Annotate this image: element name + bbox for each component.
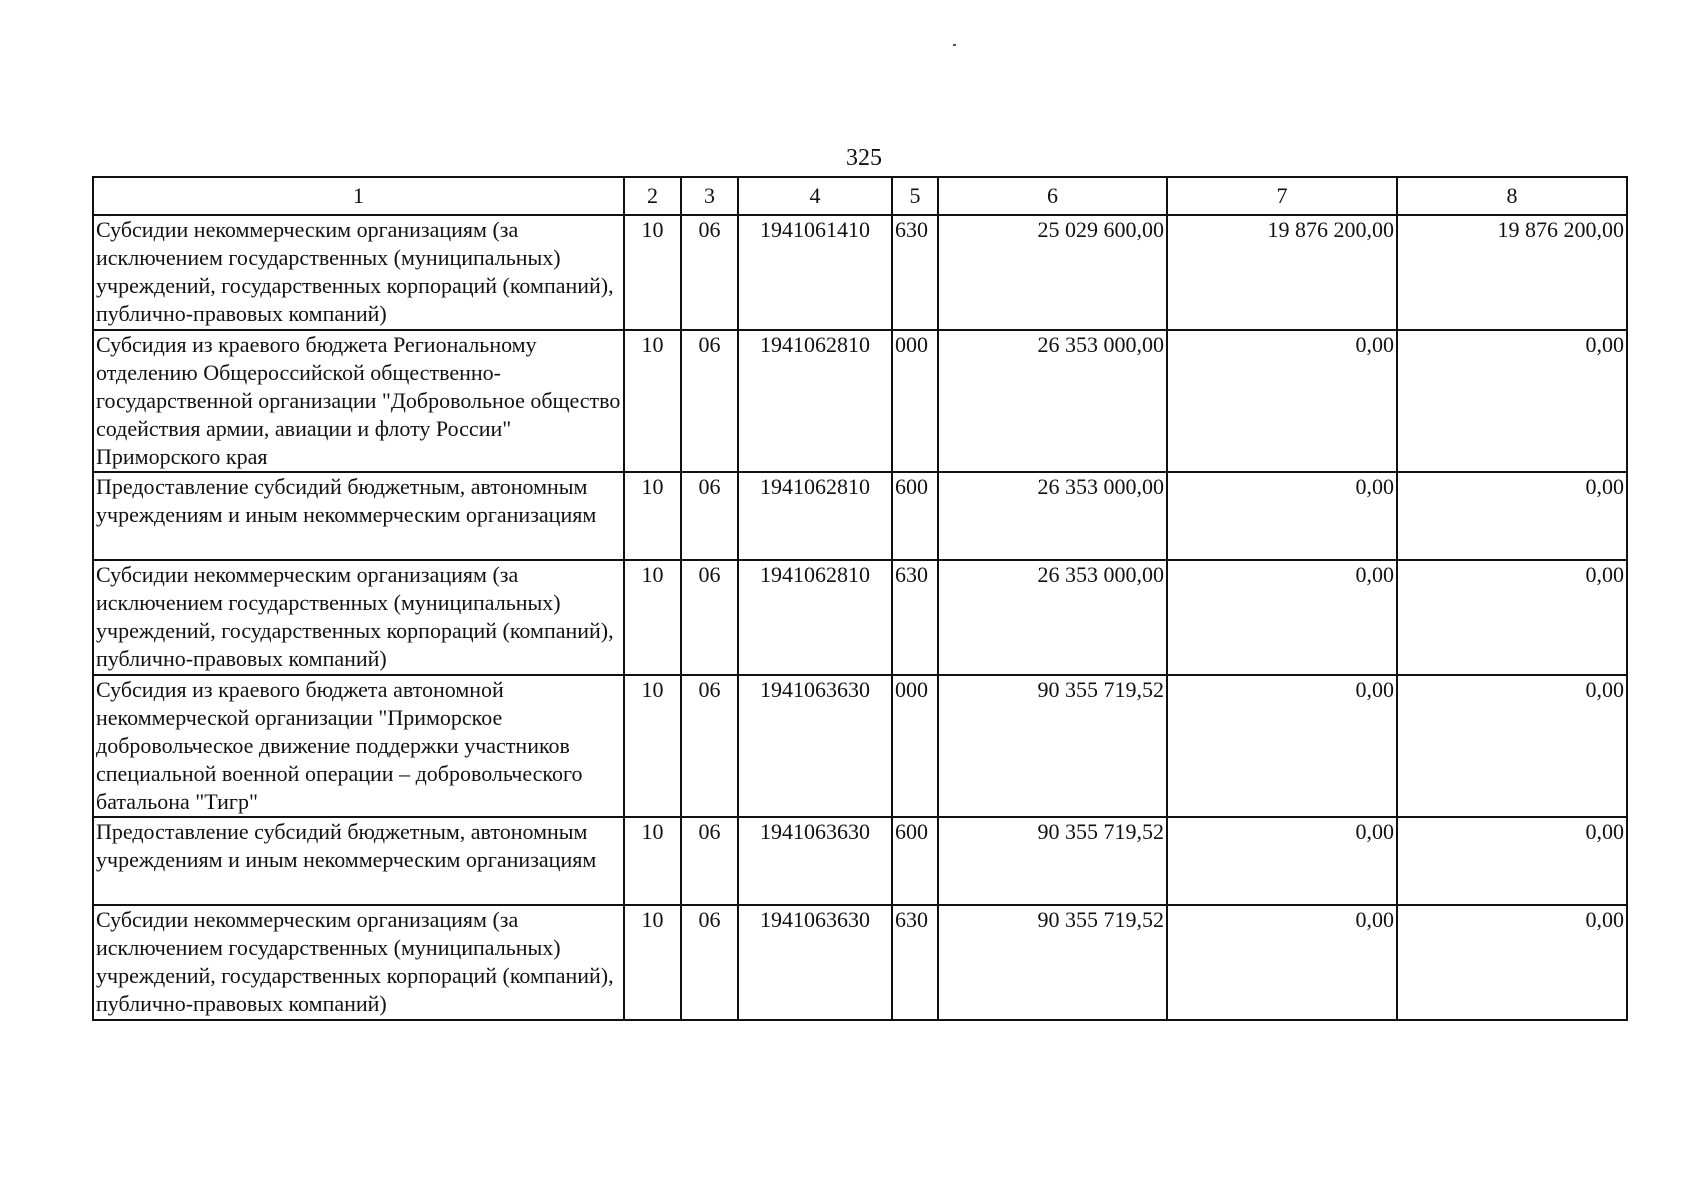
column-header: 6	[938, 177, 1167, 215]
expense-name-cell: Субсидии некоммерческим организациям (за исключением государственных (муниципальных) учреждений, государственных корпораций (компаний), публично-правовых компаний)	[93, 215, 624, 330]
amount-col6-cell: 26 353 000,00	[938, 472, 1167, 560]
subsection-code-cell: 06	[681, 472, 738, 560]
expense-type-cell: 000	[892, 330, 938, 472]
expense-name-cell: Субсидия из краевого бюджета автономной некоммерческой организации "Приморское добровольческое движение поддержки участников специальной военной операции – добровольческого батальона "Тигр"	[93, 675, 624, 817]
table-row	[93, 905, 1627, 1020]
subsection-code-cell: 06	[681, 560, 738, 675]
table-row	[93, 560, 1627, 675]
column-header: 8	[1397, 177, 1627, 215]
subsection-code-cell: 06	[681, 675, 738, 817]
expense-type-cell: 630	[892, 560, 938, 675]
column-header: 1	[93, 177, 624, 215]
column-header: 4	[738, 177, 892, 215]
column-header: 7	[1167, 177, 1397, 215]
section-code-cell: 10	[624, 560, 681, 675]
header-row	[93, 177, 1627, 215]
amount-col8-cell: 0,00	[1397, 905, 1627, 1020]
amount-col7-cell: 0,00	[1167, 560, 1397, 675]
amount-col6-cell: 26 353 000,00	[938, 560, 1167, 675]
table-row	[93, 675, 1627, 817]
expense-name-cell: Субсидия из краевого бюджета Региональному отделению Общероссийской общественно-государственной организации "Добровольное общество содействия армии, авиации и флоту России" Приморского края	[93, 330, 624, 472]
target-article-cell: 1941063630	[738, 905, 892, 1020]
subsection-code-cell: 06	[681, 905, 738, 1020]
expense-name-cell: Субсидии некоммерческим организациям (за исключением государственных (муниципальных) учреждений, государственных корпораций (компаний), публично-правовых компаний)	[93, 905, 624, 1020]
table-row	[93, 330, 1627, 472]
subsection-code-cell: 06	[681, 817, 738, 905]
expense-name-cell: Субсидии некоммерческим организациям (за исключением государственных (муниципальных) учреждений, государственных корпораций (компаний), публично-правовых компаний)	[93, 560, 624, 675]
amount-col8-cell: 0,00	[1397, 817, 1627, 905]
expense-type-cell: 000	[892, 675, 938, 817]
amount-col6-cell: 90 355 719,52	[938, 817, 1167, 905]
expense-type-cell: 630	[892, 215, 938, 330]
budget-table	[92, 176, 1628, 1021]
target-article-cell: 1941063630	[738, 817, 892, 905]
amount-col6-cell: 26 353 000,00	[938, 330, 1167, 472]
target-article-cell: 1941062810	[738, 472, 892, 560]
column-header: 3	[681, 177, 738, 215]
target-article-cell: 1941061410	[738, 215, 892, 330]
column-header: 2	[624, 177, 681, 215]
amount-col8-cell: 0,00	[1397, 472, 1627, 560]
table-row	[93, 817, 1627, 905]
expense-name-cell: Предоставление субсидий бюджетным, автономным учреждениям и иным некоммерческим организациям	[93, 817, 624, 905]
table-row	[93, 472, 1627, 560]
amount-col6-cell: 90 355 719,52	[938, 675, 1167, 817]
expense-name-cell: Предоставление субсидий бюджетным, автономным учреждениям и иным некоммерческим организациям	[93, 472, 624, 560]
amount-col7-cell: 0,00	[1167, 472, 1397, 560]
amount-col6-cell: 25 029 600,00	[938, 215, 1167, 330]
target-article-cell: 1941063630	[738, 675, 892, 817]
amount-col7-cell: 19 876 200,00	[1167, 215, 1397, 330]
amount-col7-cell: 0,00	[1167, 330, 1397, 472]
section-code-cell: 10	[624, 472, 681, 560]
page-number: 325	[846, 145, 882, 171]
amount-col8-cell: 0,00	[1397, 560, 1627, 675]
section-code-cell: 10	[624, 330, 681, 472]
section-code-cell: 10	[624, 817, 681, 905]
amount-col7-cell: 0,00	[1167, 817, 1397, 905]
expense-type-cell: 600	[892, 817, 938, 905]
section-code-cell: 10	[624, 675, 681, 817]
section-code-cell: 10	[624, 905, 681, 1020]
target-article-cell: 1941062810	[738, 330, 892, 472]
section-code-cell: 10	[624, 215, 681, 330]
table-row	[93, 215, 1627, 330]
amount-col8-cell: 0,00	[1397, 675, 1627, 817]
amount-col6-cell: 90 355 719,52	[938, 905, 1167, 1020]
amount-col8-cell: 19 876 200,00	[1397, 215, 1627, 330]
column-header: 5	[892, 177, 938, 215]
expense-type-cell: 630	[892, 905, 938, 1020]
subsection-code-cell: 06	[681, 330, 738, 472]
expense-type-cell: 600	[892, 472, 938, 560]
subsection-code-cell: 06	[681, 215, 738, 330]
amount-col8-cell: 0,00	[1397, 330, 1627, 472]
scan-speck	[953, 44, 956, 46]
target-article-cell: 1941062810	[738, 560, 892, 675]
amount-col7-cell: 0,00	[1167, 675, 1397, 817]
amount-col7-cell: 0,00	[1167, 905, 1397, 1020]
